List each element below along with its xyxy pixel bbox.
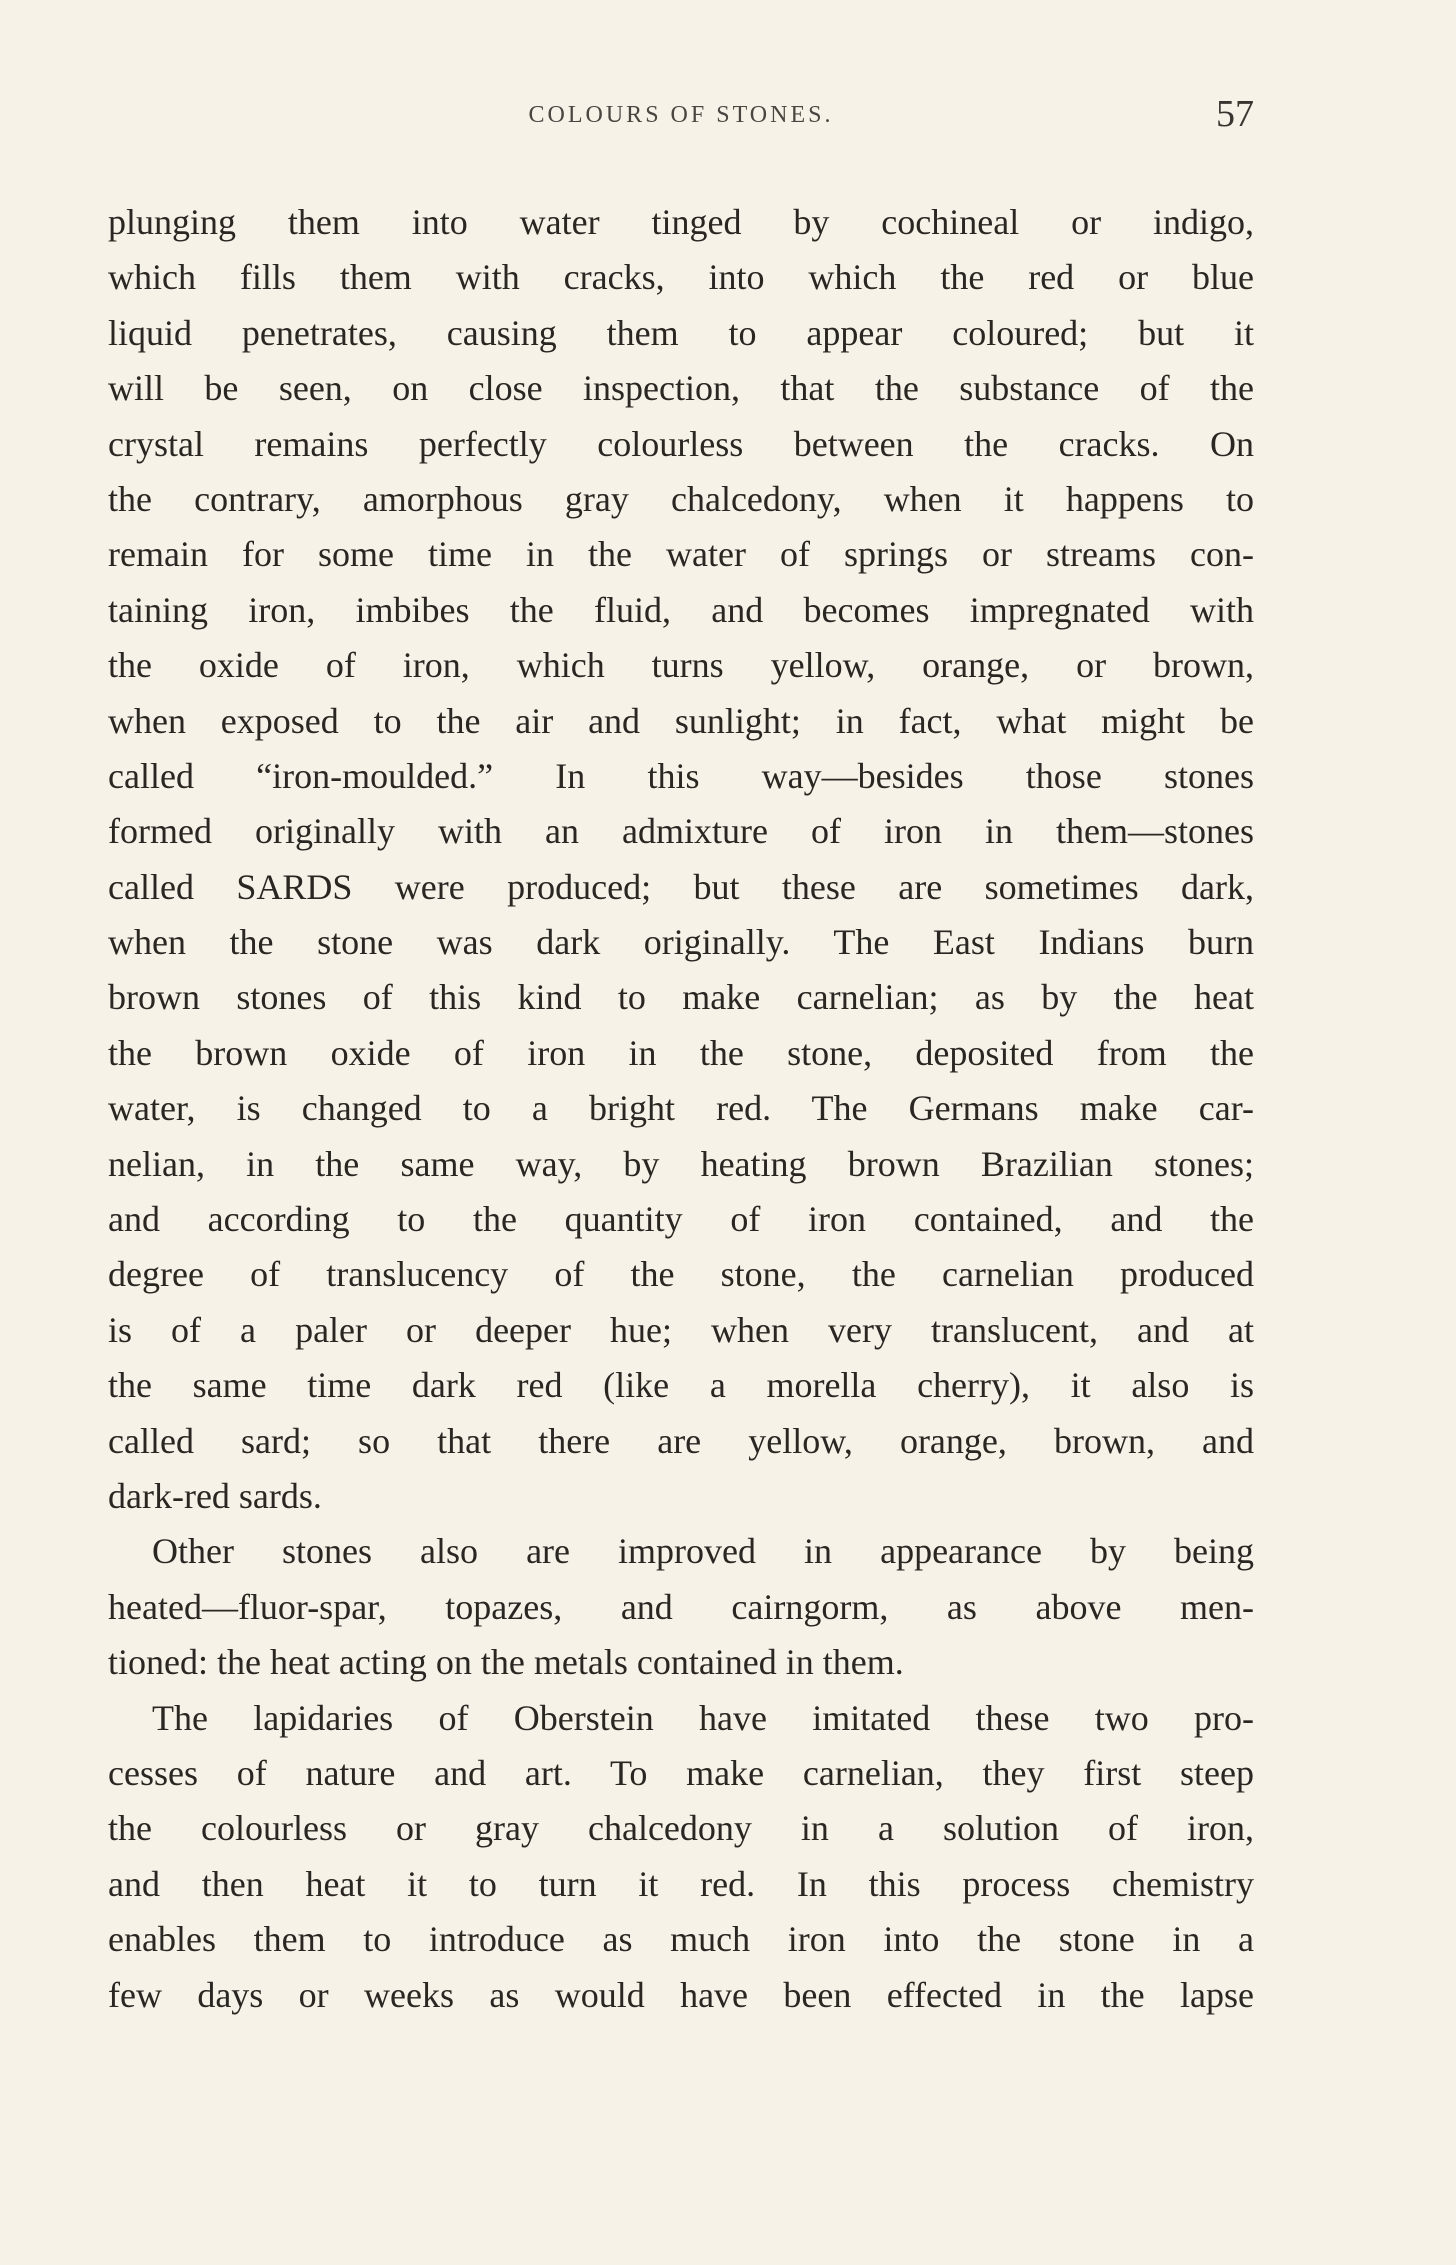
text-line: the brown oxide of iron in the stone, deposited from the xyxy=(108,1032,1254,1073)
text-line: cesses of nature and art. To make carnelian, they first steep xyxy=(108,1752,1254,1793)
text-line: called sard; so that there are yellow, orange, brown, and xyxy=(108,1420,1254,1461)
running-head xyxy=(108,92,1254,152)
text-line: the oxide of iron, which turns yellow, orange, or brown, xyxy=(108,645,1254,686)
text-line: dark-red sards. xyxy=(108,1475,322,1516)
text-line: and according to the quantity of iron contained, and the xyxy=(108,1199,1254,1240)
text-line: The lapidaries of Oberstein have imitated these two pro- xyxy=(152,1697,1254,1738)
text-line: liquid penetrates, causing them to appear coloured; but it xyxy=(108,312,1254,353)
text-line: the same time dark red (like a morella cherry), it also is xyxy=(108,1365,1254,1406)
text-line: is of a paler or deeper hue; when very translucent, and at xyxy=(108,1309,1254,1350)
text-line: when exposed to the air and sunlight; in fact, what might be xyxy=(108,700,1254,741)
text-line: will be seen, on close inspection, that the substance of the xyxy=(108,368,1254,409)
text-line: water, is changed to a bright red. The Germans make car- xyxy=(108,1088,1254,1129)
text-line: brown stones of this kind to make carnelian; as by the heat xyxy=(108,977,1254,1018)
text-line: tioned: the heat acting on the metals contained in them. xyxy=(108,1642,904,1683)
text-line: called SARDS were produced; but these are sometimes dark, xyxy=(108,866,1254,907)
text-line: formed originally with an admixture of iron in them—stones xyxy=(108,811,1254,852)
text-line: heated—fluor-spar, topazes, and cairngorm, as above men- xyxy=(108,1586,1254,1627)
page-number: 57 xyxy=(1216,93,1254,135)
text-line: the contrary, amorphous gray chalcedony, when it happens to xyxy=(108,478,1254,519)
text-line: remain for some time in the water of springs or streams con- xyxy=(108,534,1254,575)
text-line: which fills them with cracks, into which the red or blue xyxy=(108,257,1254,298)
text-line: crystal remains perfectly colourless between the cracks. On xyxy=(108,423,1254,464)
body-text xyxy=(108,195,1254,2023)
text-line: few days or weeks as would have been effected in the lapse xyxy=(108,1974,1254,2015)
text-line: enables them to introduce as much iron into the stone in a xyxy=(108,1919,1254,1960)
text-line: taining iron, imbibes the fluid, and becomes impregnated with xyxy=(108,589,1254,630)
text-line: called “iron-moulded.” In this way—besides those stones xyxy=(108,755,1254,796)
text-line: Other stones also are improved in appearance by being xyxy=(152,1531,1254,1572)
text-line: the colourless or gray chalcedony in a solution of iron, xyxy=(108,1808,1254,1849)
text-line: plunging them into water tinged by cochineal or indigo, xyxy=(108,202,1254,242)
text-line: nelian, in the same way, by heating brown Brazilian stones; xyxy=(108,1143,1254,1184)
text-line: and then heat it to turn it red. In this process chemistry xyxy=(108,1863,1254,1904)
text-line: degree of translucency of the stone, the carnelian produced xyxy=(108,1254,1254,1295)
text-line: when the stone was dark originally. The East Indians burn xyxy=(108,922,1254,963)
running-title: COLOURS OF STONES. xyxy=(528,102,834,128)
